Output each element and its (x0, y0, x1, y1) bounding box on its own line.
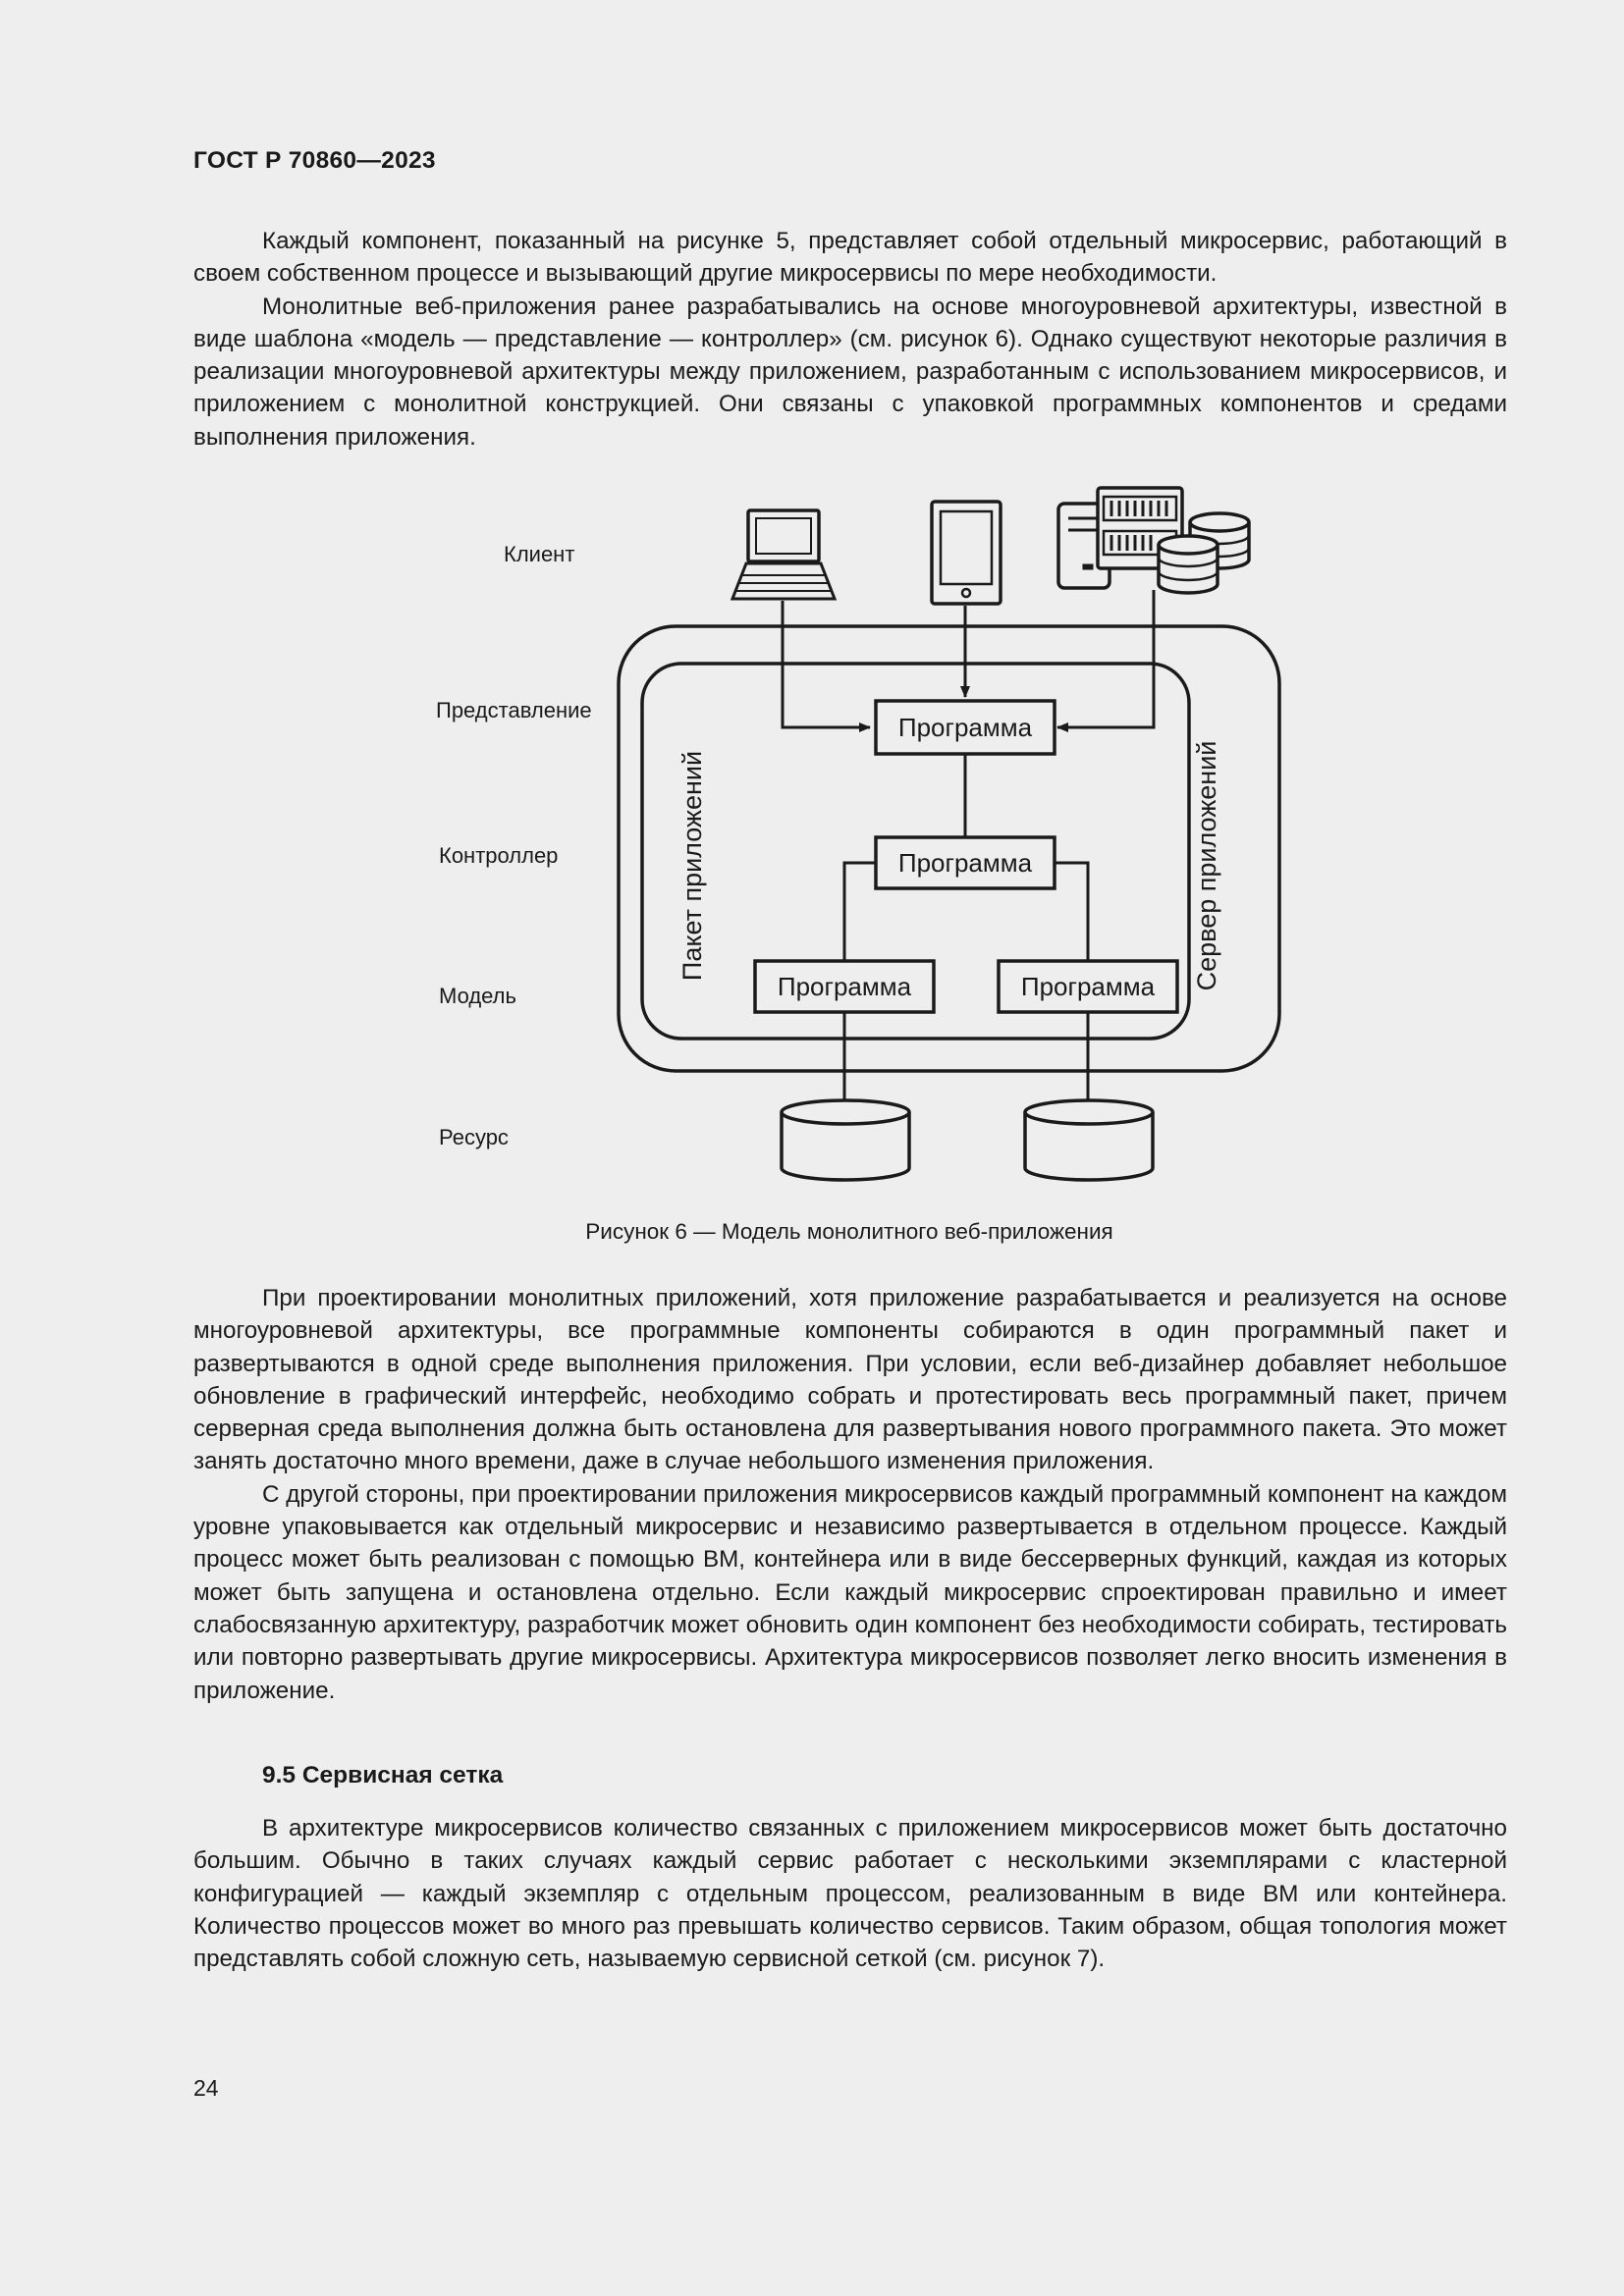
program-box-controller (876, 837, 1055, 888)
server-rack-icon (1058, 488, 1249, 593)
figure-6-diagram (0, 471, 1624, 1217)
section-heading: 9.5 Сервисная сетка (262, 1762, 504, 1789)
body-text (193, 1282, 1507, 1707)
layer-label-resource: Ресурс (439, 1125, 509, 1149)
figure-caption: Рисунок 6 — Модель монолитного веб-приложения (585, 1219, 1113, 1244)
layer-label-view: Представление (436, 698, 592, 722)
package-label: Пакет приложений (677, 750, 707, 982)
program-box-label: Программа (777, 972, 912, 1001)
paragraph: С другой стороны, при проектировании приложения микросервисов каждый программный компонент на каждом уровне упаковывается как отдельный микросервис и независимо развертывается в отдельном процессе. Каждый процесс может быть реализован с помощью ВМ, контейнера или в виде бессерверных функций, каждая из которых может быть запущена и остановлена отдельно. Если каждый микросервис спроектирован правильно и имеет слабосвязанную архитектуру, разработчик может обновить один компонент без необходимости собирать, тестировать или повторно развертывать другие микросервисы. Архитектура микросервисов позволяет легко вносить изменения в приложение. (193, 1480, 1507, 1704)
server-label: Сервер приложений (1192, 740, 1221, 991)
layer-label-model: Модель (439, 984, 516, 1008)
paragraph: Каждый компонент, показанный на рисунке 5, представляет собой отдельный микросервис, работающий в своем собственном процессе и вызывающий другие микросервисы по мере необходимости. (193, 228, 1507, 288)
database-icon (1025, 1100, 1153, 1180)
page-number: 24 (193, 2075, 219, 2101)
program-box-model-right (999, 961, 1177, 1012)
program-box-label: Программа (897, 713, 1033, 742)
tablet-icon (932, 502, 1001, 604)
program-box-model-left (755, 961, 934, 1012)
database-icon (782, 1100, 909, 1180)
section-text (193, 1812, 1507, 1975)
program-box-label: Программа (897, 848, 1033, 878)
layer-label-controller: Контроллер (439, 843, 559, 868)
layer-label-client: Клиент (504, 542, 575, 566)
paragraph: Монолитные веб-приложения ранее разрабатывались на основе многоуровневой архитектуры, известной в виде шаблона «модель — представление — контроллер» (см. рисунок 6). Однако существуют некоторые различия в реализации многоуровневой архитектуры между приложением, разработанным с использованием микросервисов, и приложением с монолитной конструкцией. Они связаны с упаковкой программных компонентов и средами выполнения приложения. (193, 293, 1507, 451)
program-box-view (876, 701, 1055, 754)
paragraph: При проектировании монолитных приложений, хотя приложение разрабатывается и реализуется на основе многоуровневой архитектуры, все программные компоненты собираются в один программный пакет и развертываются в одной среде выполнения приложения. При условии, если веб-дизайнер добавляет небольшое обновление в графический интерфейс, необходимо собрать и протестировать весь программный пакет, причем серверная среда выполнения должна быть остановлена для развертывания нового программного пакета. Это может занять достаточно много времени, даже в случае небольшого изменения приложения. (193, 1285, 1507, 1475)
paragraph: В архитектуре микросервисов количество связанных с приложением микросервисов может быть достаточно большим. Обычно в таких случаях каждый сервис работает с несколькими экземплярами с кластерной конфигурацией — каждый экземпляр с отдельным процессом, реализованным в виде ВМ или контейнера. Количество процессов может во много раз превышать количество сервисов. Таким образом, общая топология может представлять собой сложную сеть, называемую сервисной сеткой (см. рисунок 7). (193, 1815, 1507, 1973)
intro-text (193, 225, 1507, 454)
laptop-icon (732, 510, 835, 599)
document-header: ГОСТ Р 70860—2023 (193, 147, 436, 174)
program-box-label: Программа (1020, 972, 1156, 1001)
